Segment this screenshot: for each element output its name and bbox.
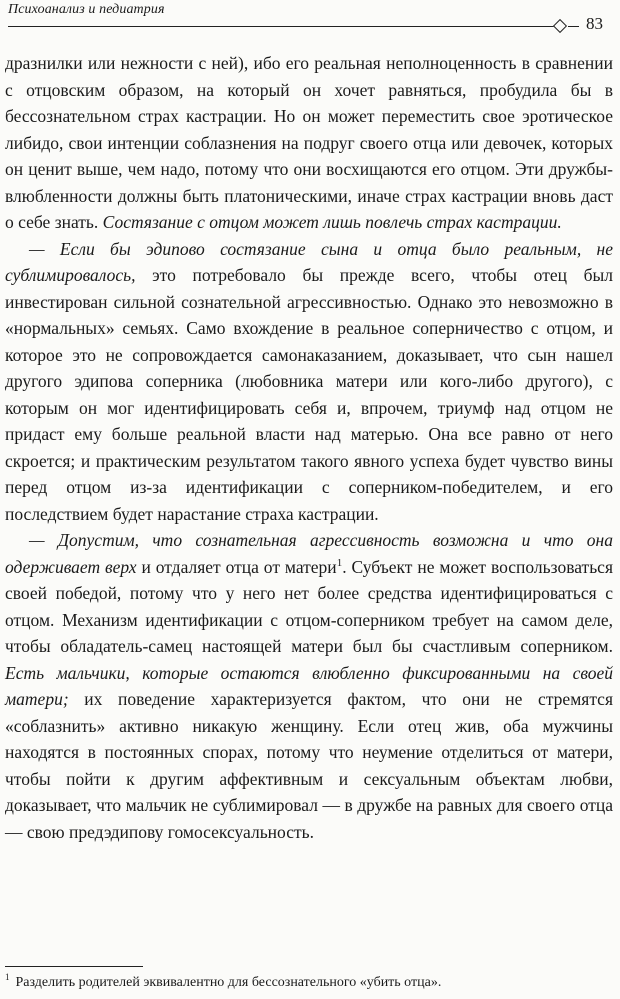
footnote-marker: 1 — [5, 972, 10, 983]
paragraph-1-italic: Состязание с отцом может лишь повлечь страх кастрации. — [102, 212, 562, 232]
footnote-rule — [5, 966, 143, 967]
paragraph-1 — [5, 50, 613, 236]
paragraph-3 — [5, 527, 613, 845]
paragraph-3-text-b: . Субъект не может воспользоваться своей победой, потому что у него нет более средства идентифицироваться с отцом. Механизм идентификации с отцом-соперником требует на самом деле, чтобы обладатель-самец настоящей матери был бы счастливым соперником. — [5, 556, 613, 656]
running-header — [8, 0, 608, 40]
footnote-reference[interactable]: 1 — [336, 556, 343, 569]
body-text — [5, 50, 613, 845]
paragraph-2-text: это потребовало бы прежде всего, чтобы отец был инвестирован сильной сознательной агрессивностью. Однако это невозможно в «нормальных» семьях. Само вхождение в реальное соперничество с отцом, и которое это не сопровождается самонаказанием, доказывает, что сын нашел другого эдипова соперника (любовника матери или кого-либо другого), с которым он мог идентифицировать себя и, впрочем, триумф над отцом не придаст ему больше реальной власти над матерью. Она все равно от него скроется; и практическим результатом такого явного успеха будет чувство вины перед отцом из-за идентификации с соперником-победителем, и его последствием будет нарастание страха кастрации. — [5, 265, 613, 524]
paragraph-2 — [5, 236, 613, 528]
paragraph-3-text-a: и отдаляет отца от матери — [136, 556, 337, 577]
paragraph-3-italic: — Допустим, что сознательная агрессивность возможна и что она одерживает верх — [5, 530, 613, 577]
header-rule-tail — [568, 26, 579, 27]
paragraph-1-text: дразнилки или нежности с ней), ибо его реальная неполноценность в сравнении с отцовским образом, на который он хочет равняться, пробудила бы в бессознательном страх кастрации. Но он может переместить свое эротическое либидо, свои интенции соблазнения на подруг своего отца или девочек, которых он ценит выше, чем надо, потому что они восхищаются его отцом. Эти дружбы-влюбленности должны быть платоническими, иначе страх кастрации вновь даст о себе знать. — [5, 53, 613, 232]
footnote — [5, 974, 613, 992]
paragraph-3-text-c: их поведение характеризуется фактом, что они не стремятся «соблазнить» активно никакую женщину. Если отец жив, оба мужчины находятся в постоянных спорах, потому что неумение отделиться от матери, чтобы пойти к другим аффективным и сексуальным объектам любви, доказывает, что мальчик не сублимировал — в дружбе на равных для своего отца — свою предэдипову гомосексуальность. — [5, 689, 613, 842]
paragraph-3-italic-b: Есть мальчики, которые остаются влюбленно фиксированными на своей матери; — [5, 662, 613, 709]
page-number: 83 — [586, 14, 603, 33]
diamond-ornament-icon — [553, 19, 567, 33]
footnote-text: Разделить родителей эквивалентно для бессознательного «убить отца». — [15, 975, 442, 990]
running-title: Психоанализ и педиатрия — [8, 2, 165, 17]
header-rule — [8, 26, 560, 27]
paragraph-2-italic: — Если бы эдипово состязание сына и отца было реальным, не сублимировалось, — [5, 238, 613, 285]
